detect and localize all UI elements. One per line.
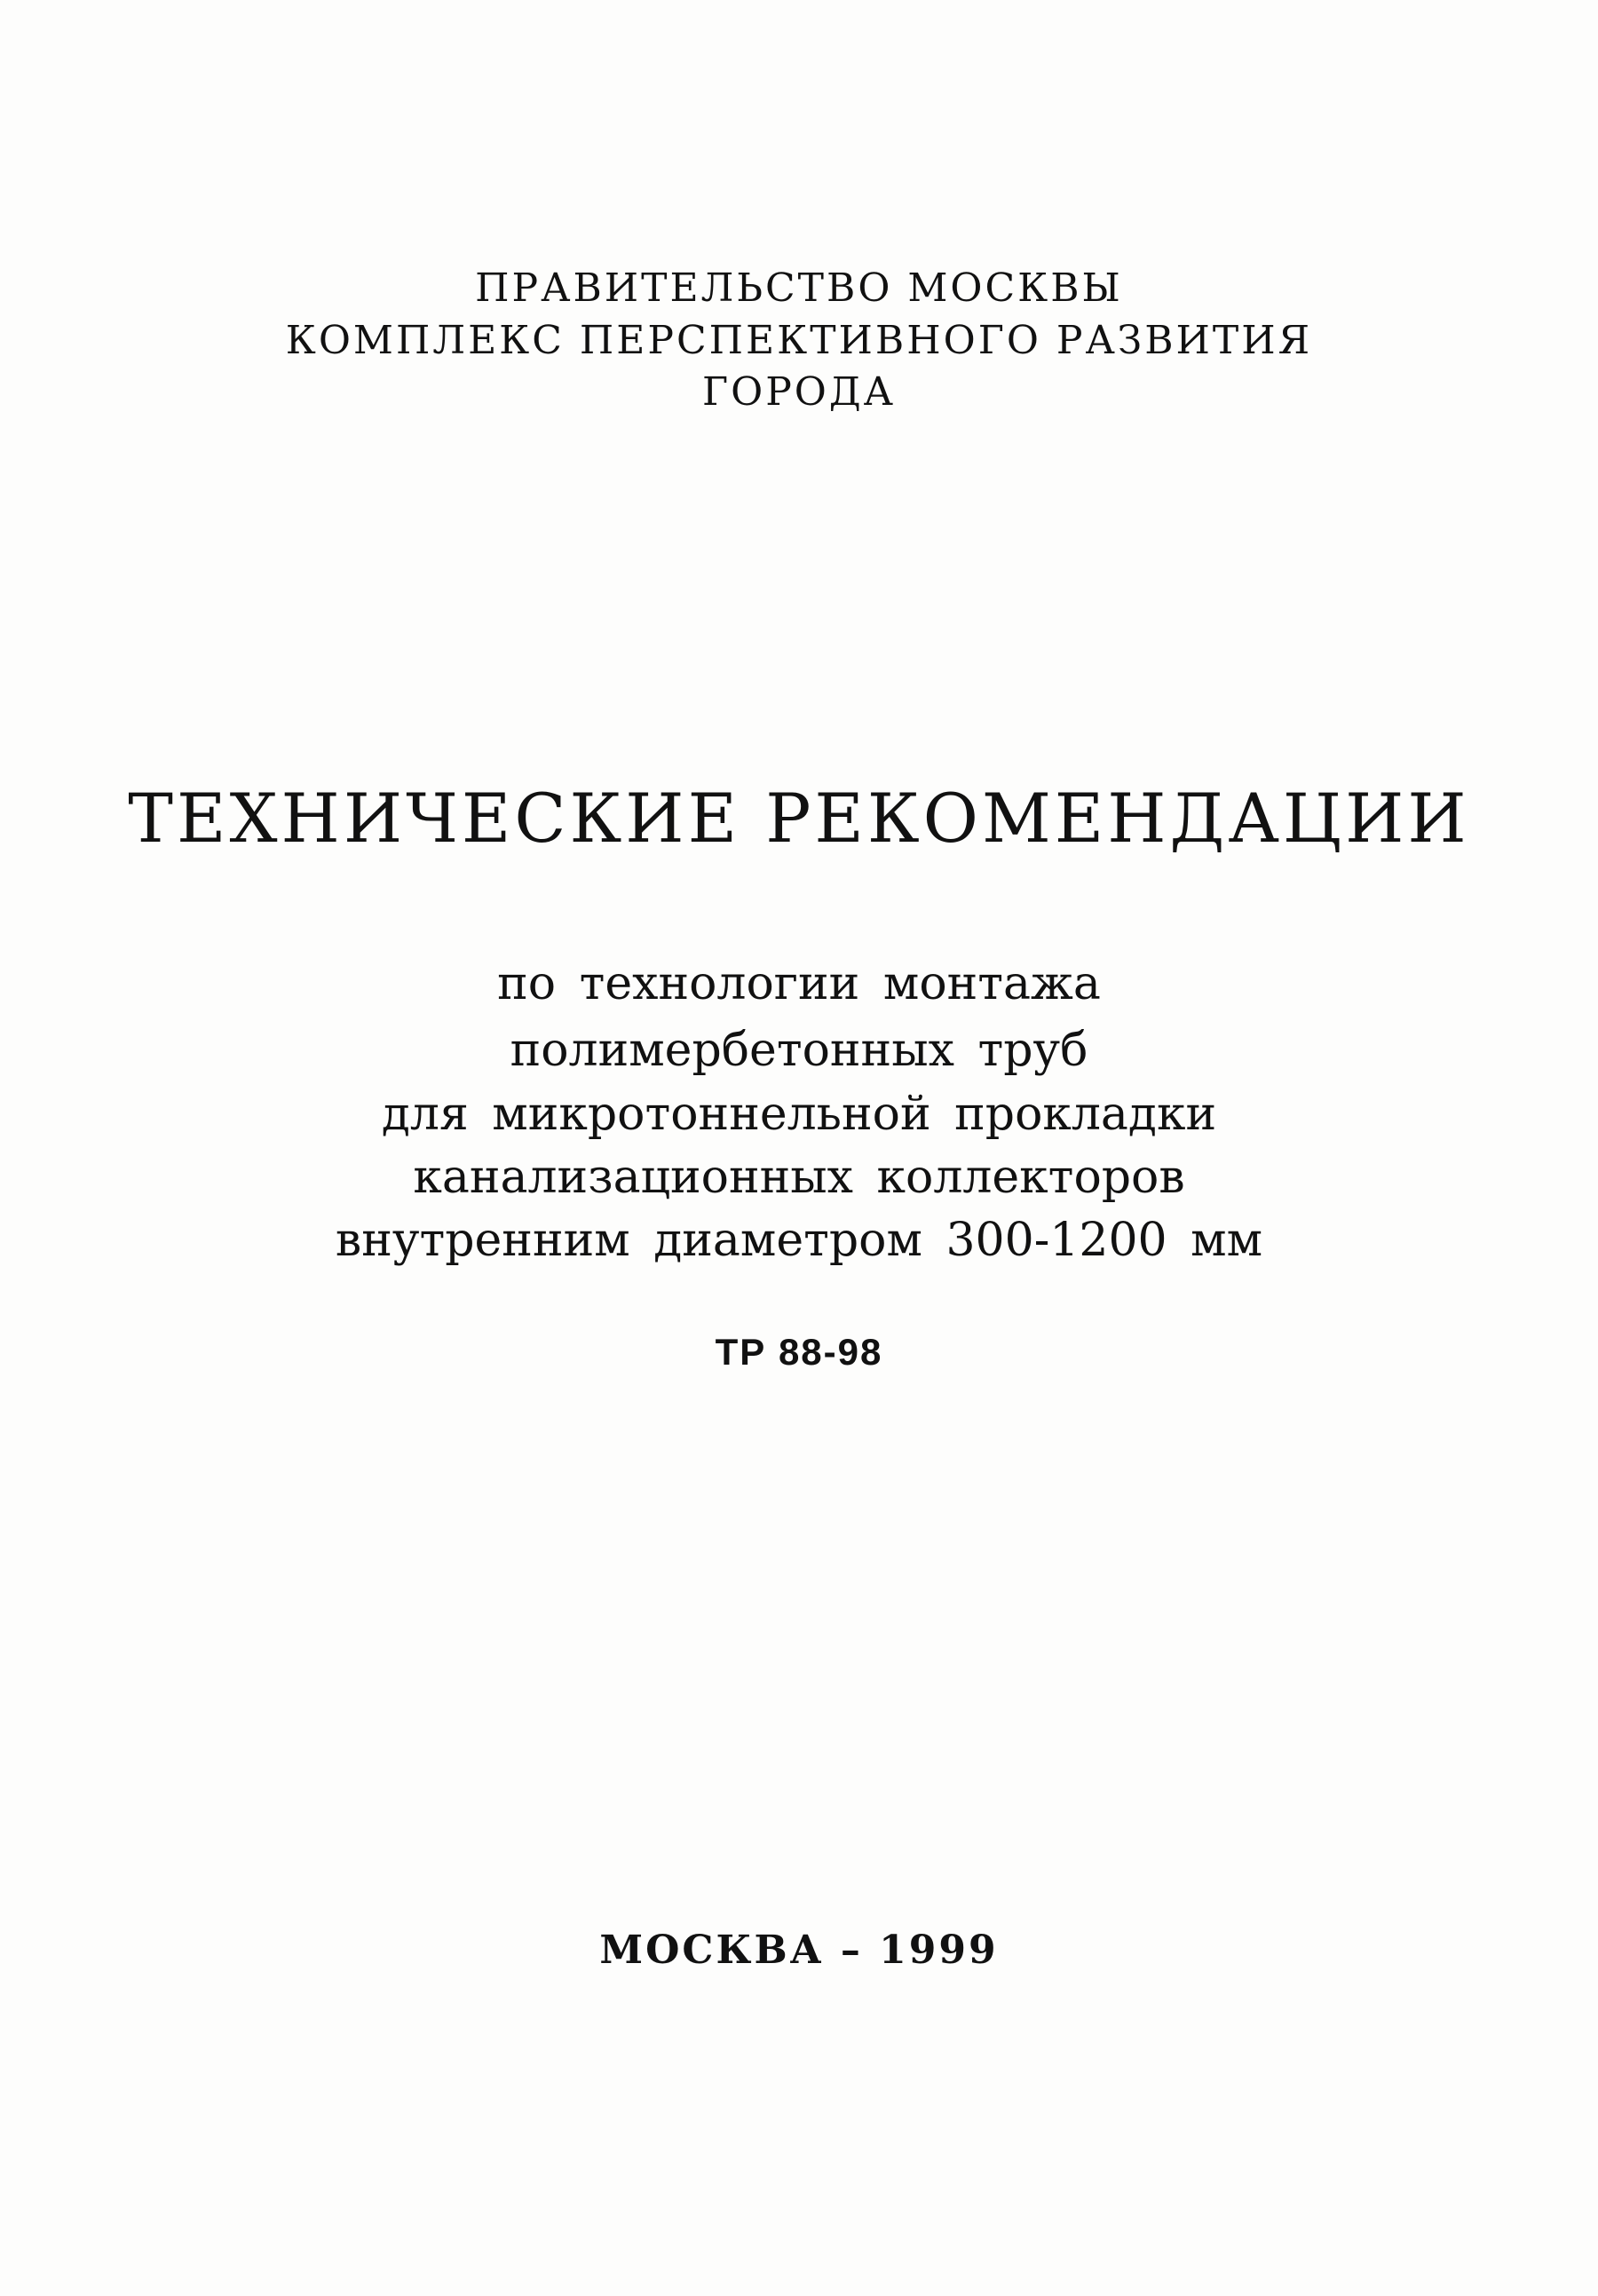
subtitle-line-4: канализационных коллекторов [413,1151,1185,1204]
document-title: ТЕХНИЧЕСКИЕ РЕКОМЕНДАЦИИ [128,779,1470,858]
subtitle-line-1: по технологии монтажа [497,957,1101,1010]
subtitle-line-5: внутренним диаметром 300-1200 мм [335,1214,1263,1267]
org-line-city: ГОРОДА [702,369,896,415]
org-line-complex: КОМПЛЕКС ПЕРСПЕКТИВНОГО РАЗВИТИЯ [285,318,1313,363]
subtitle-line-3: для микротоннельной прокладки [381,1088,1217,1141]
org-line-government: ПРАВИТЕЛЬСТВО МОСКВЫ [475,265,1123,311]
city-year: МОСКВА – 1999 [599,1928,999,1973]
subtitle-line-2: полимербетонных труб [510,1024,1088,1077]
document-code: ТР 88-98 [715,1331,883,1373]
